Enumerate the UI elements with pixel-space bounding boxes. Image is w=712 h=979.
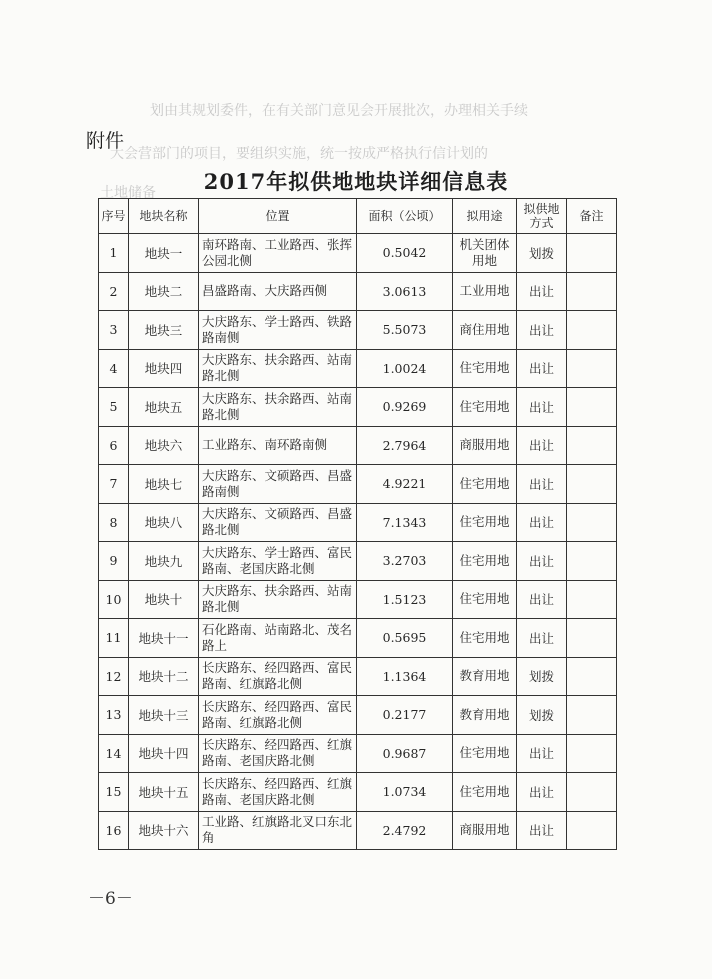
header-use: 拟用途 xyxy=(453,199,517,234)
cell-method: 出让 xyxy=(517,773,567,812)
cell-use: 工业用地 xyxy=(453,272,517,311)
cell-remark xyxy=(567,388,617,427)
cell-name: 地块十三 xyxy=(129,696,199,735)
cell-area: 0.9269 xyxy=(357,388,453,427)
cell-area: 1.0734 xyxy=(357,773,453,812)
table-row xyxy=(99,272,617,311)
cell-name: 地块六 xyxy=(129,426,199,465)
cell-remark xyxy=(567,734,617,773)
cell-location: 工业路东、南环路南侧 xyxy=(199,426,357,465)
header-location: 位置 xyxy=(199,199,357,234)
bleed-through-text-1: 划由其规划委件，在有关部门意见会开展批次，办理相关手续 xyxy=(150,103,528,119)
cell-no: 9 xyxy=(99,542,129,581)
cell-area: 5.5073 xyxy=(357,311,453,350)
cell-use: 住宅用地 xyxy=(453,388,517,427)
table-row xyxy=(99,811,617,850)
table-row xyxy=(99,311,617,350)
cell-name: 地块八 xyxy=(129,503,199,542)
cell-location: 石化路南、站南路北、茂名路上 xyxy=(199,619,357,658)
cell-area: 7.1343 xyxy=(357,503,453,542)
cell-no: 4 xyxy=(99,349,129,388)
cell-no: 15 xyxy=(99,773,129,812)
cell-remark xyxy=(567,272,617,311)
cell-method: 划拨 xyxy=(517,657,567,696)
header-name: 地块名称 xyxy=(129,199,199,234)
cell-no: 10 xyxy=(99,580,129,619)
table-row xyxy=(99,696,617,735)
table-row xyxy=(99,657,617,696)
attachment-label: 附件 xyxy=(86,130,125,152)
cell-no: 1 xyxy=(99,234,129,273)
table-row xyxy=(99,619,617,658)
cell-area: 2.7964 xyxy=(357,426,453,465)
cell-remark xyxy=(567,542,617,581)
cell-name: 地块四 xyxy=(129,349,199,388)
cell-method: 出让 xyxy=(517,542,567,581)
cell-remark xyxy=(567,773,617,812)
header-method: 拟供地方式 xyxy=(517,199,567,234)
cell-no: 11 xyxy=(99,619,129,658)
cell-remark xyxy=(567,696,617,735)
cell-no: 6 xyxy=(99,426,129,465)
header-remark: 备注 xyxy=(567,199,617,234)
header-no: 序号 xyxy=(99,199,129,234)
cell-method: 出让 xyxy=(517,272,567,311)
cell-area: 0.9687 xyxy=(357,734,453,773)
cell-location: 大庆路东、学士路西、铁路路南侧 xyxy=(199,311,357,350)
cell-method: 出让 xyxy=(517,580,567,619)
cell-use: 商服用地 xyxy=(453,426,517,465)
table-row xyxy=(99,580,617,619)
cell-method: 划拨 xyxy=(517,234,567,273)
cell-use: 教育用地 xyxy=(453,657,517,696)
cell-remark xyxy=(567,426,617,465)
cell-use: 商服用地 xyxy=(453,811,517,850)
cell-use: 住宅用地 xyxy=(453,349,517,388)
cell-location: 大庆路东、扶余路西、站南路北侧 xyxy=(199,349,357,388)
cell-remark xyxy=(567,349,617,388)
cell-name: 地块十 xyxy=(129,580,199,619)
cell-remark xyxy=(567,503,617,542)
table-row xyxy=(99,542,617,581)
table-row xyxy=(99,426,617,465)
cell-area: 0.5042 xyxy=(357,234,453,273)
cell-area: 2.4792 xyxy=(357,811,453,850)
cell-no: 7 xyxy=(99,465,129,504)
cell-name: 地块十五 xyxy=(129,773,199,812)
cell-use: 教育用地 xyxy=(453,696,517,735)
cell-area: 0.2177 xyxy=(357,696,453,735)
cell-use: 机关团体用地 xyxy=(453,234,517,273)
cell-use: 住宅用地 xyxy=(453,773,517,812)
table-row xyxy=(99,465,617,504)
land-parcel-table xyxy=(98,198,617,850)
cell-method: 出让 xyxy=(517,811,567,850)
cell-remark xyxy=(567,657,617,696)
cell-area: 3.0613 xyxy=(357,272,453,311)
cell-no: 16 xyxy=(99,811,129,850)
cell-no: 2 xyxy=(99,272,129,311)
cell-method: 出让 xyxy=(517,388,567,427)
cell-method: 出让 xyxy=(517,349,567,388)
cell-remark xyxy=(567,311,617,350)
cell-use: 住宅用地 xyxy=(453,619,517,658)
cell-location: 大庆路东、扶余路西、站南路北侧 xyxy=(199,580,357,619)
cell-area: 0.5695 xyxy=(357,619,453,658)
cell-area: 4.9221 xyxy=(357,465,453,504)
cell-location: 大庆路东、文硕路西、昌盛路北侧 xyxy=(199,503,357,542)
table-body xyxy=(99,234,617,850)
cell-location: 大庆路东、文硕路西、昌盛路南侧 xyxy=(199,465,357,504)
cell-location: 工业路、红旗路北叉口东北角 xyxy=(199,811,357,850)
cell-method: 出让 xyxy=(517,503,567,542)
cell-no: 3 xyxy=(99,311,129,350)
cell-name: 地块十一 xyxy=(129,619,199,658)
cell-name: 地块一 xyxy=(129,234,199,273)
cell-location: 大庆路东、扶余路西、站南路北侧 xyxy=(199,388,357,427)
cell-method: 出让 xyxy=(517,426,567,465)
cell-use: 住宅用地 xyxy=(453,734,517,773)
table-row xyxy=(99,734,617,773)
page-number: －6－ xyxy=(88,889,133,909)
cell-no: 14 xyxy=(99,734,129,773)
cell-no: 13 xyxy=(99,696,129,735)
cell-use: 住宅用地 xyxy=(453,465,517,504)
table-row xyxy=(99,349,617,388)
table-row xyxy=(99,773,617,812)
cell-method: 出让 xyxy=(517,734,567,773)
cell-location: 长庆路东、经四路西、富民路南、红旗路北侧 xyxy=(199,657,357,696)
cell-location: 大庆路东、学士路西、富民路南、老国庆路北侧 xyxy=(199,542,357,581)
cell-remark xyxy=(567,234,617,273)
cell-name: 地块七 xyxy=(129,465,199,504)
cell-name: 地块十六 xyxy=(129,811,199,850)
bleed-through-text-2: 大会营部门的项目，要组织实施，统一按成严格执行信计划的 xyxy=(110,146,488,162)
cell-use: 商住用地 xyxy=(453,311,517,350)
cell-method: 出让 xyxy=(517,619,567,658)
cell-method: 划拨 xyxy=(517,696,567,735)
document-title: 2017年拟供地地块详细信息表 xyxy=(203,169,509,194)
cell-no: 8 xyxy=(99,503,129,542)
cell-use: 住宅用地 xyxy=(453,542,517,581)
cell-remark xyxy=(567,811,617,850)
cell-name: 地块九 xyxy=(129,542,199,581)
cell-location: 长庆路东、经四路西、红旗路南、老国庆路北侧 xyxy=(199,734,357,773)
cell-use: 住宅用地 xyxy=(453,503,517,542)
bleed-through-text-3: 土地储备 xyxy=(100,185,156,201)
cell-name: 地块二 xyxy=(129,272,199,311)
cell-use: 住宅用地 xyxy=(453,580,517,619)
cell-no: 5 xyxy=(99,388,129,427)
cell-area: 1.5123 xyxy=(357,580,453,619)
cell-location: 昌盛路南、大庆路西侧 xyxy=(199,272,357,311)
cell-name: 地块五 xyxy=(129,388,199,427)
cell-no: 12 xyxy=(99,657,129,696)
header-area: 面积（公顷） xyxy=(357,199,453,234)
cell-name: 地块三 xyxy=(129,311,199,350)
cell-area: 3.2703 xyxy=(357,542,453,581)
cell-location: 长庆路东、经四路西、红旗路南、老国庆路北侧 xyxy=(199,773,357,812)
table-header-row xyxy=(99,199,617,234)
cell-area: 1.1364 xyxy=(357,657,453,696)
cell-name: 地块十四 xyxy=(129,734,199,773)
cell-remark xyxy=(567,619,617,658)
table-row xyxy=(99,503,617,542)
cell-name: 地块十二 xyxy=(129,657,199,696)
table-row xyxy=(99,388,617,427)
cell-method: 出让 xyxy=(517,311,567,350)
cell-location: 长庆路东、经四路西、富民路南、红旗路北侧 xyxy=(199,696,357,735)
cell-remark xyxy=(567,580,617,619)
cell-area: 1.0024 xyxy=(357,349,453,388)
table-row xyxy=(99,234,617,273)
cell-remark xyxy=(567,465,617,504)
cell-method: 出让 xyxy=(517,465,567,504)
cell-location: 南环路南、工业路西、张挥公园北侧 xyxy=(199,234,357,273)
